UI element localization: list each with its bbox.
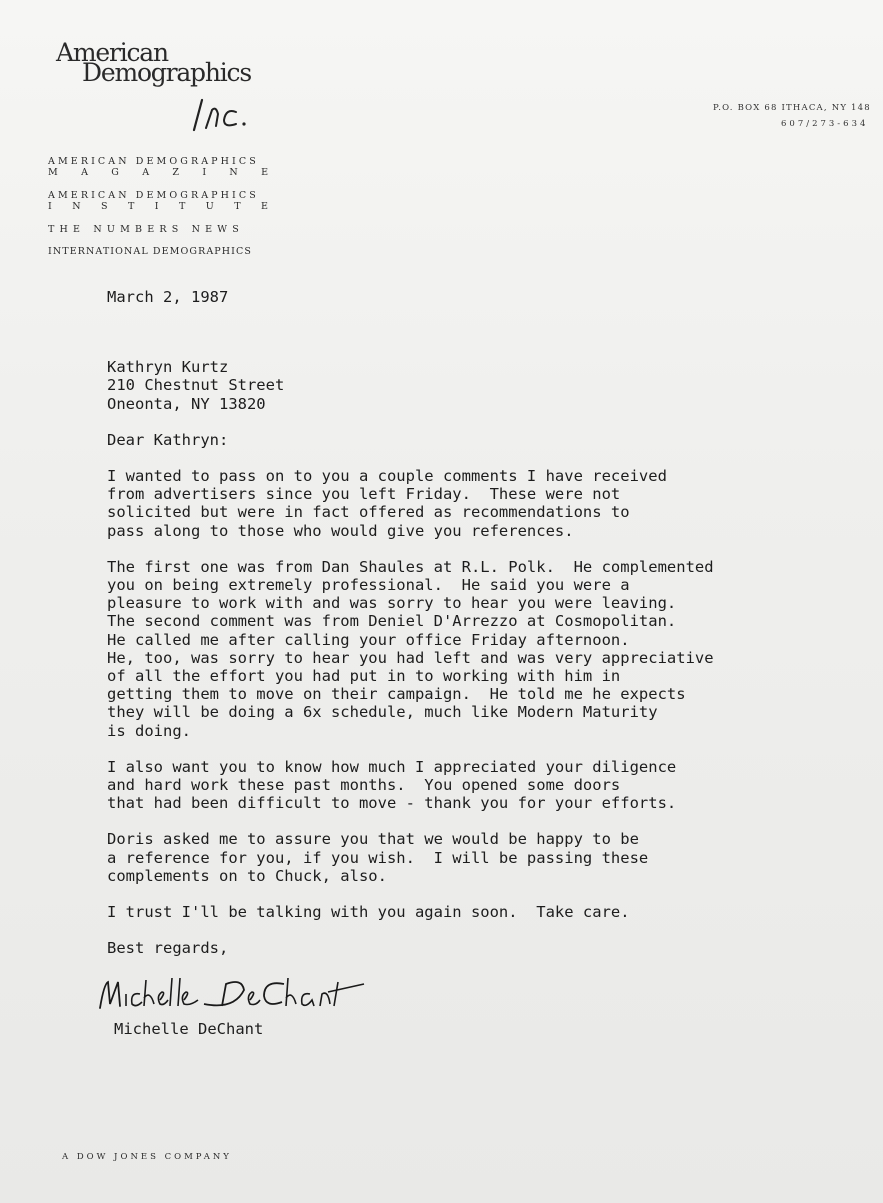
division-magazine: [48, 156, 273, 179]
logo-text-american: American: [56, 38, 168, 67]
subtitle-letter: T: [127, 201, 135, 212]
subtitle-letter: S: [100, 201, 108, 212]
division-subtitle: [48, 167, 268, 179]
po-box-address: P.O. BOX 68 ITHACA, NY 148: [713, 103, 871, 113]
division-name: AMERICAN DEMOGRAPHICS: [48, 190, 259, 201]
company-logo: [50, 36, 270, 124]
handwritten-signature: [94, 970, 394, 1018]
division-subtitle: [48, 201, 268, 213]
phone-number: 607/273-634: [781, 119, 869, 129]
subtitle-letter: N: [72, 201, 81, 212]
division-name: INTERNATIONAL DEMOGRAPHICS: [48, 246, 252, 257]
subtitle-letter: A: [142, 167, 150, 178]
division-international: [48, 246, 273, 257]
division-list: [48, 156, 273, 268]
recipient-street: 210 Chestnut Street: [107, 376, 285, 395]
recipient-address: [107, 358, 877, 413]
signer-name: Michelle DeChant: [114, 1020, 264, 1038]
subtitle-letter: I: [48, 201, 52, 212]
subtitle-letter: G: [111, 167, 119, 178]
subtitle-letter: E: [261, 167, 268, 178]
subtitle-letter: N: [229, 167, 238, 178]
salutation: Dear Kathryn:: [107, 430, 229, 449]
subtitle-letter: M: [48, 167, 58, 178]
subtitle-letter: I: [154, 201, 159, 212]
subtitle-letter: Z: [172, 167, 179, 178]
logo-text-demographics: Demographics: [82, 58, 251, 87]
paragraph: Doris asked me to assure you that we would be happy to be a reference for you, if you wish. I will be passing these complements on to Chuck, also.: [107, 830, 649, 885]
paragraph: I also want you to know how much I appreciated your diligence and hard work these past months. You opened some doors that had been difficult to move - thank you for your efforts.: [107, 757, 677, 813]
closing: Best regards,: [107, 939, 229, 958]
logo-inc-handwriting: [186, 94, 266, 134]
subtitle-letter: U: [205, 201, 214, 212]
paragraph: The first one was from Dan Shaules at R.L. Polk. He complemented you on being extremely professional. He said you were a pleasure to work with and was sorry to hear you were leaving. The second comment was from Deniel D'Arrezzo at Cosmopolitan. He called me after calling your office Friday afternoon. He, too, was sorry to hear you had left and was very appreciative of all the effort you had put in to working with him in getting them to move on their campaign. He told me he expects they will be doing a 6x schedule, much like Modern Maturity is doing.: [107, 557, 714, 740]
division-institute: [48, 190, 273, 213]
paragraph: I trust I'll be talking with you again soon. Take care.: [107, 903, 630, 922]
division-name: THE NUMBERS NEWS: [48, 224, 244, 235]
letter-body: [107, 288, 877, 957]
letter-date: March 2, 1987: [107, 288, 229, 306]
recipient-city: Oneonta, NY 13820: [107, 394, 266, 413]
company-address: [713, 100, 883, 132]
recipient-name: Kathryn Kurtz: [107, 358, 229, 377]
subtitle-letter: E: [261, 201, 268, 212]
paragraph: I wanted to pass on to you a couple comments I have received from advertisers since you left Friday. These were not solicited but were in fact offered as recommendations to pass along to those who would give you references.: [107, 467, 667, 540]
subtitle-letter: T: [234, 201, 241, 212]
division-name: AMERICAN DEMOGRAPHICS: [48, 156, 259, 167]
subtitle-letter: I: [202, 167, 207, 178]
division-numbers-news: [48, 224, 273, 235]
subtitle-letter: T: [178, 201, 186, 212]
footer-company: A DOW JONES COMPANY: [62, 1152, 232, 1162]
subtitle-letter: A: [81, 167, 88, 178]
